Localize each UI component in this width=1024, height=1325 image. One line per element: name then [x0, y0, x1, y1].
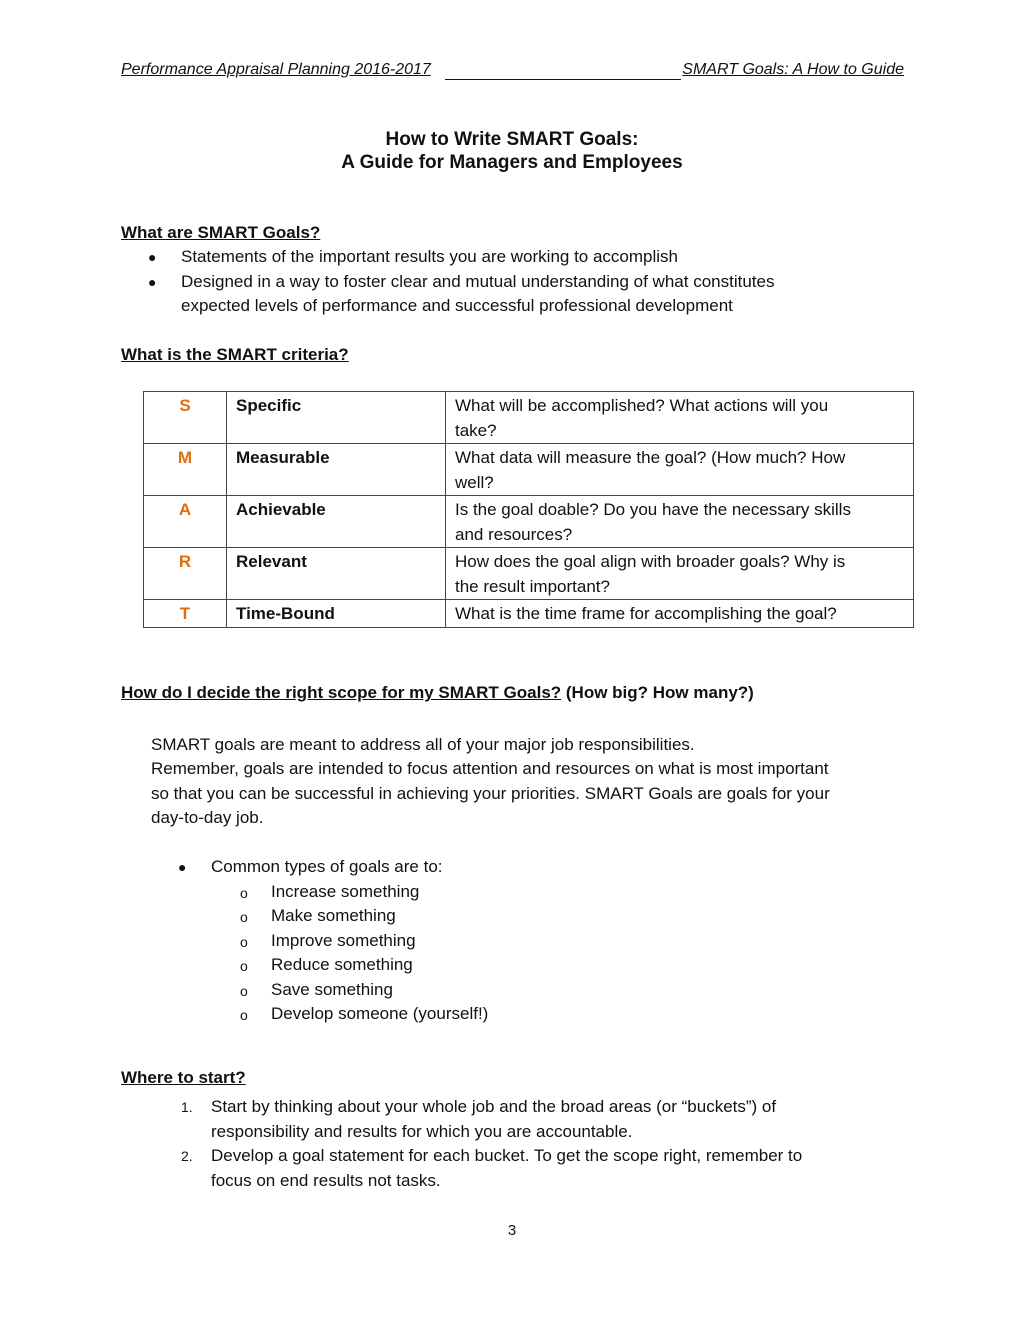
criteria-description [446, 548, 914, 600]
criteria-letter: T [144, 600, 227, 628]
table-row [144, 548, 914, 600]
bullet-icon: ● [148, 274, 157, 290]
scope-paragraph-line: SMART goals are meant to address all of your major job responsibilities. [151, 735, 695, 754]
bullet-text-continued: expected levels of performance and successful professional development [181, 296, 733, 315]
list-item-text: Develop someone (yourself!) [271, 1004, 489, 1023]
list-item-text: Save something [271, 980, 393, 999]
criteria-name: Achievable [227, 496, 446, 548]
criteria-letter: R [144, 548, 227, 600]
bullet-icon: ● [148, 249, 157, 265]
title-line-1: How to Write SMART Goals: [385, 129, 639, 150]
criteria-name: Relevant [227, 548, 446, 600]
circle-bullet-icon: o [240, 1007, 248, 1023]
item-text-continued: focus on end results not tasks. [211, 1171, 441, 1190]
list-item-text: Increase something [271, 882, 420, 901]
circle-bullet-icon: o [240, 958, 248, 974]
table-row [144, 444, 914, 496]
criteria-description: What is the time frame for accomplishing the goal? [446, 600, 914, 628]
criteria-name: Measurable [227, 444, 446, 496]
scope-paragraph-line: Remember, goals are intended to focus attention and resources on what is most important [151, 759, 829, 778]
description-line: take? [455, 420, 497, 440]
bullet-icon: ● [178, 859, 187, 875]
header-rule [445, 79, 681, 80]
heading-scope-main: How do I decide the right scope for my SMART Goals? [121, 683, 562, 702]
scope-paragraph-line: day-to-day job. [151, 808, 264, 827]
heading-what-are-smart-goals: What are SMART Goals? [121, 223, 321, 242]
heading-scope-suffix: (How big? How many?) [561, 683, 754, 702]
description-line: well? [455, 472, 494, 492]
heading-where-to-start: Where to start? [121, 1068, 246, 1087]
table-row [144, 392, 914, 444]
item-number: 1. [181, 1099, 193, 1115]
smart-criteria-table [143, 391, 914, 628]
criteria-description [446, 444, 914, 496]
description-line: What data will measure the goal? (How much? How [455, 448, 846, 467]
page-number: 3 [507, 1222, 517, 1239]
description-line: Is the goal doable? Do you have the necessary skills [455, 500, 851, 519]
item-text-continued: responsibility and results for which you are accountable. [211, 1122, 633, 1141]
heading-scope [121, 683, 754, 703]
list-item-text: Make something [271, 906, 396, 925]
description-line: the result important? [455, 576, 610, 596]
list-item-text: Reduce something [271, 955, 413, 974]
description-line: How does the goal align with broader goals? Why is [455, 552, 846, 571]
title-line-2: A Guide for Managers and Employees [341, 152, 683, 173]
circle-bullet-icon: o [240, 885, 248, 901]
criteria-letter: A [144, 496, 227, 548]
list-item-text: Improve something [271, 931, 416, 950]
bullet-text: Statements of the important results you are working to accomplish [181, 247, 679, 266]
criteria-letter: S [144, 392, 227, 444]
item-text: Start by thinking about your whole job and the broad areas (or “buckets”) of [211, 1097, 777, 1116]
criteria-description [446, 392, 914, 444]
description-line: What will be accomplished? What actions will you [455, 396, 829, 415]
table-row [144, 600, 914, 628]
criteria-description [446, 496, 914, 548]
table-row [144, 496, 914, 548]
item-number: 2. [181, 1148, 193, 1164]
criteria-letter: M [144, 444, 227, 496]
scope-paragraph-line: so that you can be successful in achieving your priorities. SMART Goals are goals for your [151, 784, 830, 803]
circle-bullet-icon: o [240, 909, 248, 925]
heading-smart-criteria: What is the SMART criteria? [121, 345, 349, 364]
circle-bullet-icon: o [240, 983, 248, 999]
circle-bullet-icon: o [240, 934, 248, 950]
criteria-name: Time-Bound [227, 600, 446, 628]
criteria-name: Specific [227, 392, 446, 444]
header-right: SMART Goals: A How to Guide [682, 61, 904, 78]
item-text: Develop a goal statement for each bucket. To get the scope right, remember to [211, 1146, 803, 1165]
bullet-text: Common types of goals are to: [211, 857, 443, 876]
bullet-text: Designed in a way to foster clear and mutual understanding of what constitutes [181, 272, 775, 291]
description-line: and resources? [455, 524, 573, 544]
header-left: Performance Appraisal Planning 2016-2017 [121, 61, 431, 78]
